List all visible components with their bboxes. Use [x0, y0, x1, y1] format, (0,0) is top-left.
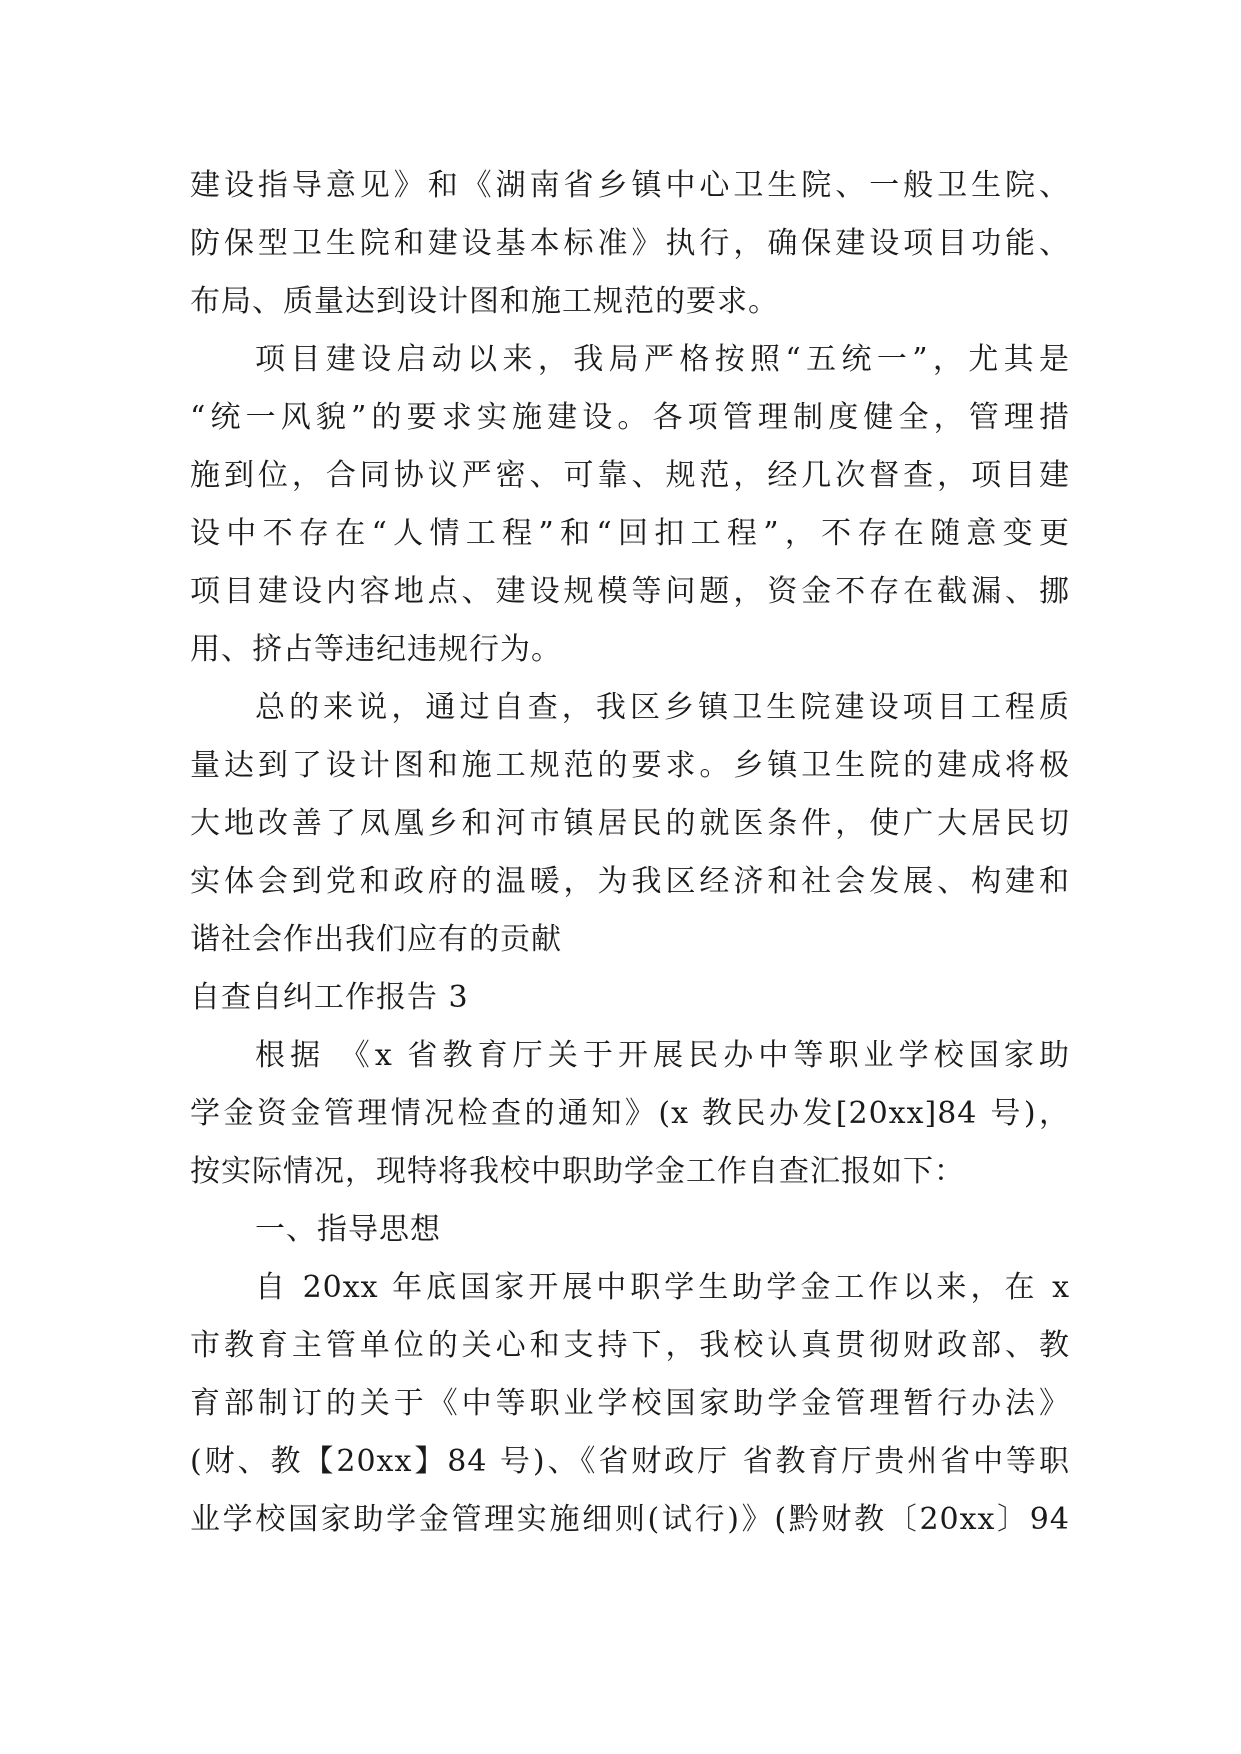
paragraph-first-line: 项目建设启动以来，我局严格按照“五统一”，尤其是 — [255, 342, 1070, 377]
text-line: 布局、质量达到设计图和施工规范的要求。 — [190, 284, 779, 319]
text-line: 育部制订的关于《中等职业学校国家助学金管理暂行办法》 — [190, 1386, 1070, 1421]
text-line: 业学校国家助学金管理实施细则(试行)》(黔财教〔20xx〕94 — [190, 1502, 1070, 1537]
text-line: 大地改善了凤凰乡和河市镇居民的就医条件，使广大居民切 — [190, 806, 1070, 841]
text-line: 建设指导意见》和《湖南省乡镇中心卫生院、一般卫生院、 — [190, 168, 1070, 203]
text-line: 实体会到党和政府的温暖，为我区经济和社会发展、构建和 — [190, 864, 1070, 899]
section-heading: 自查自纠工作报告 3 — [190, 980, 469, 1015]
text-line: 市教育主管单位的关心和支持下，我校认真贯彻财政部、教 — [190, 1328, 1070, 1363]
text-line: (财、教【20xx】84 号)、《省财政厅 省教育厅贵州省中等职 — [190, 1444, 1070, 1479]
paragraph-first-line: 总的来说，通过自查，我区乡镇卫生院建设项目工程质 — [255, 690, 1070, 725]
text-line: 量达到了设计图和施工规范的要求。乡镇卫生院的建成将极 — [190, 748, 1070, 783]
text-line: 学金资金管理情况检查的通知》(x 教民办发[20xx]84 号)， — [190, 1096, 1070, 1131]
text-line: 设中不存在“人情工程”和“回扣工程”，不存在随意变更 — [190, 516, 1070, 551]
text-line: 按实际情况，现特将我校中职助学金工作自查汇报如下： — [190, 1154, 965, 1189]
text-line: 谐社会作出我们应有的贡献 — [190, 922, 562, 957]
text-line: 用、挤占等违纪违规行为。 — [190, 632, 562, 667]
subheading: 一、指导思想 — [255, 1212, 441, 1247]
text-line: 项目建设内容地点、建设规模等问题，资金不存在截漏、挪 — [190, 574, 1070, 609]
text-line: 防保型卫生院和建设基本标准》执行，确保建设项目功能、 — [190, 226, 1070, 261]
text-line: 施到位，合同协议严密、可靠、规范，经几次督查，项目建 — [190, 458, 1070, 493]
text-line: “统一风貌”的要求实施建设。各项管理制度健全，管理措 — [190, 400, 1070, 435]
paragraph-first-line: 根据 《x 省教育厅关于开展民办中等职业学校国家助 — [255, 1038, 1070, 1073]
paragraph-first-line: 自 20xx 年底国家开展中职学生助学金工作以来，在 x — [255, 1270, 1070, 1305]
